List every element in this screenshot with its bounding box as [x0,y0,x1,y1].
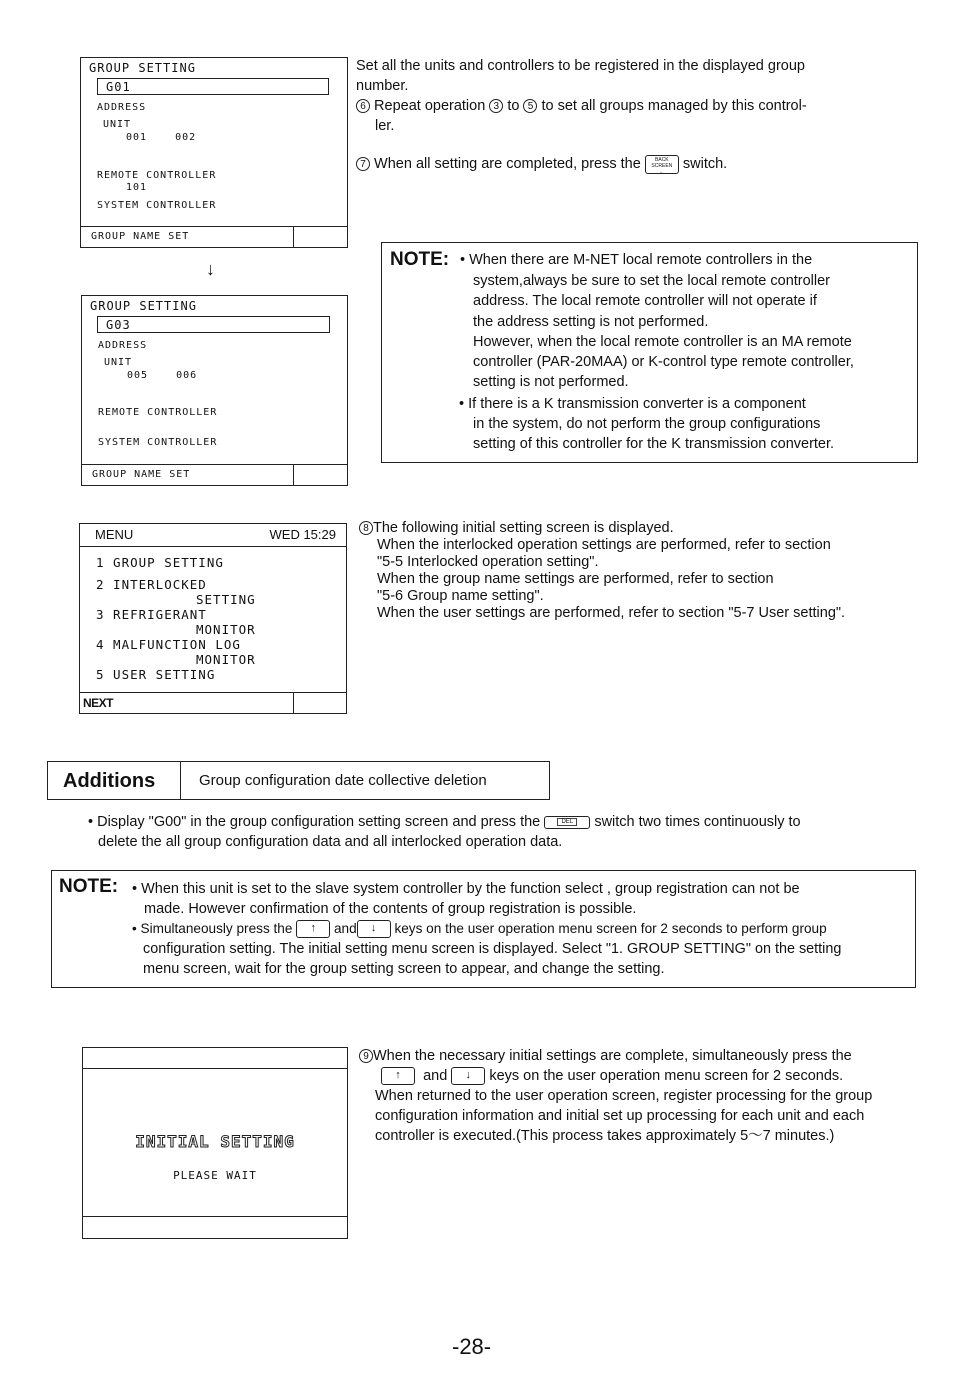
step-number-9: 9 [359,1049,373,1063]
menu-item-refrigerant[interactable]: 3 REFRIGERANT [96,607,207,622]
up-key-icon: ↑ [381,1067,415,1085]
address-label: ADDRESS [97,102,147,113]
note-label: NOTE: [59,876,119,897]
note-line: address. The local remote controller will not operate if [473,293,817,309]
steps-6-7-text [356,56,916,174]
note-line: • If there is a K transmission converter is a component [459,396,806,412]
intro-line-1: Set all the units and controllers to be registered in the displayed group [356,58,805,74]
menu-item-group-setting[interactable]: 1 GROUP SETTING [96,555,224,570]
note-label: NOTE: [390,249,450,270]
note-line: setting is not performed. [473,374,629,390]
step-ref-3: 3 [489,99,503,113]
menu-item-user-setting[interactable]: 5 USER SETTING [96,667,216,682]
note-box-local-remote [381,242,918,463]
menu-item-refrigerant-cont: MONITOR [196,622,256,637]
down-key-icon: ↓ [357,920,391,938]
note-line: setting of this controller for the K transmission converter. [473,436,835,452]
step-number-6: 6 [356,99,370,113]
step-8-text: 8 The following initial setting screen is displayed. When the interlocked operation settings are performed, refer to section "5-5 Interlocked operation setting". When the group name settings are performed, refer to section "5-6 Group name setting". When the user settings are performed, refer to section "5-7 User setting". [359,520,949,622]
page-number: -28- [452,1334,492,1359]
step-7: 7 When all setting are completed, press the BACK SCREEN ← switch. [356,154,916,174]
initial-setting-screen [82,1047,348,1239]
unit-label: UNIT [104,357,133,368]
step-ref-5: 5 [523,99,537,113]
back-screen-key-icon: BACK SCREEN ← [645,155,679,174]
note-line: • When there are M-NET local remote controllers in the [460,252,813,268]
group-setting-screen-g03 [81,295,348,486]
down-key-icon: ↓ [451,1067,485,1085]
menu-header-left: MENU [95,527,134,542]
group-number-field: G03 [97,316,330,333]
menu-item-malfunction-log[interactable]: 4 MALFUNCTION LOG [96,637,241,652]
down-arrow-icon: ↓ [206,259,215,279]
initial-setting-title: INITIAL SETTING [135,1132,295,1151]
note-line: in the system, do not perform the group configurations [473,416,821,432]
group-number-field: G01 [97,78,329,95]
note-box-slave-controller: NOTE: • When this unit is set to the slave system controller by the function select , group registration can not be made. However confirmation of the contents of group registration is possible. • Simultaneously press the ↑ and ↓ keys on the user operation menu screen for 2 seconds to perform group configuration setting. The initial setting menu screen is displayed. Select "1. GROUP SETTING" on the setting menu screen, wait for the group setting screen to appear, and change the setting. [51,870,916,988]
remote-controller-label: REMOTE CONTROLLER [98,407,218,418]
please-wait-text: PLEASE WAIT [173,1169,257,1182]
group-name-set-softkey[interactable]: GROUP NAME SET [91,231,190,242]
address-label: ADDRESS [98,340,148,351]
additions-label: Additions [63,770,156,792]
step-number-8: 8 [359,521,373,535]
del-key-icon: DEL [544,816,590,829]
group-name-set-softkey[interactable]: GROUP NAME SET [92,469,191,480]
unit-values: 001 002 [126,132,197,143]
menu-screen [79,523,347,714]
step-9-text: 9 When the necessary initial settings are complete, simultaneously press the ↑ and ↓ keys on the user operation menu screen for 2 seconds. When returned to the user operation screen, register processing for the group configuration information and initial set up processing for each unit and each controller is executed.(This process takes approximately 5～7 minutes.) [359,1046,949,1146]
unit-values: 005 006 [127,370,198,381]
intro-line-2: number. [356,78,409,94]
note-line: However, when the local remote controller is an MA remote [473,334,852,350]
remote-controller-label: REMOTE CONTROLLER [97,170,217,181]
menu-item-malfunction-cont: MONITOR [196,652,256,667]
step-6: 6 Repeat operation 3 to 5 to set all groups managed by this control- [356,96,916,116]
menu-item-interlocked[interactable]: 2 INTERLOCKED [96,577,207,592]
next-softkey[interactable]: NEXT [83,696,114,710]
up-key-icon: ↑ [296,920,330,938]
step-6-cont: ler. [375,118,395,134]
menu-item-interlocked-cont: SETTING [196,592,256,607]
system-controller-label: SYSTEM CONTROLLER [97,200,217,211]
additions-title: Group configuration date collective deletion [199,772,487,789]
additions-bullet: • Display "G00" in the group configuration setting screen and press the DEL switch two times continuously to delete the all group configuration data and all interlocked operation data. [88,814,801,850]
system-controller-label: SYSTEM CONTROLLER [98,437,218,448]
menu-header-clock: WED 15:29 [269,527,336,542]
group-setting-screen-g01 [80,57,348,248]
unit-label: UNIT [103,119,132,130]
step-number-7: 7 [356,157,370,171]
note-line: controller (PAR-20MAA) or K-control type remote controller, [473,354,854,370]
note-line: the address setting is not performed. [473,314,709,330]
additions-header [47,761,550,800]
screen-title: GROUP SETTING [89,61,196,75]
screen-title: GROUP SETTING [90,299,197,313]
note-line: system,always be sure to set the local remote controller [473,273,831,289]
remote-controller-value: 101 [126,182,148,193]
